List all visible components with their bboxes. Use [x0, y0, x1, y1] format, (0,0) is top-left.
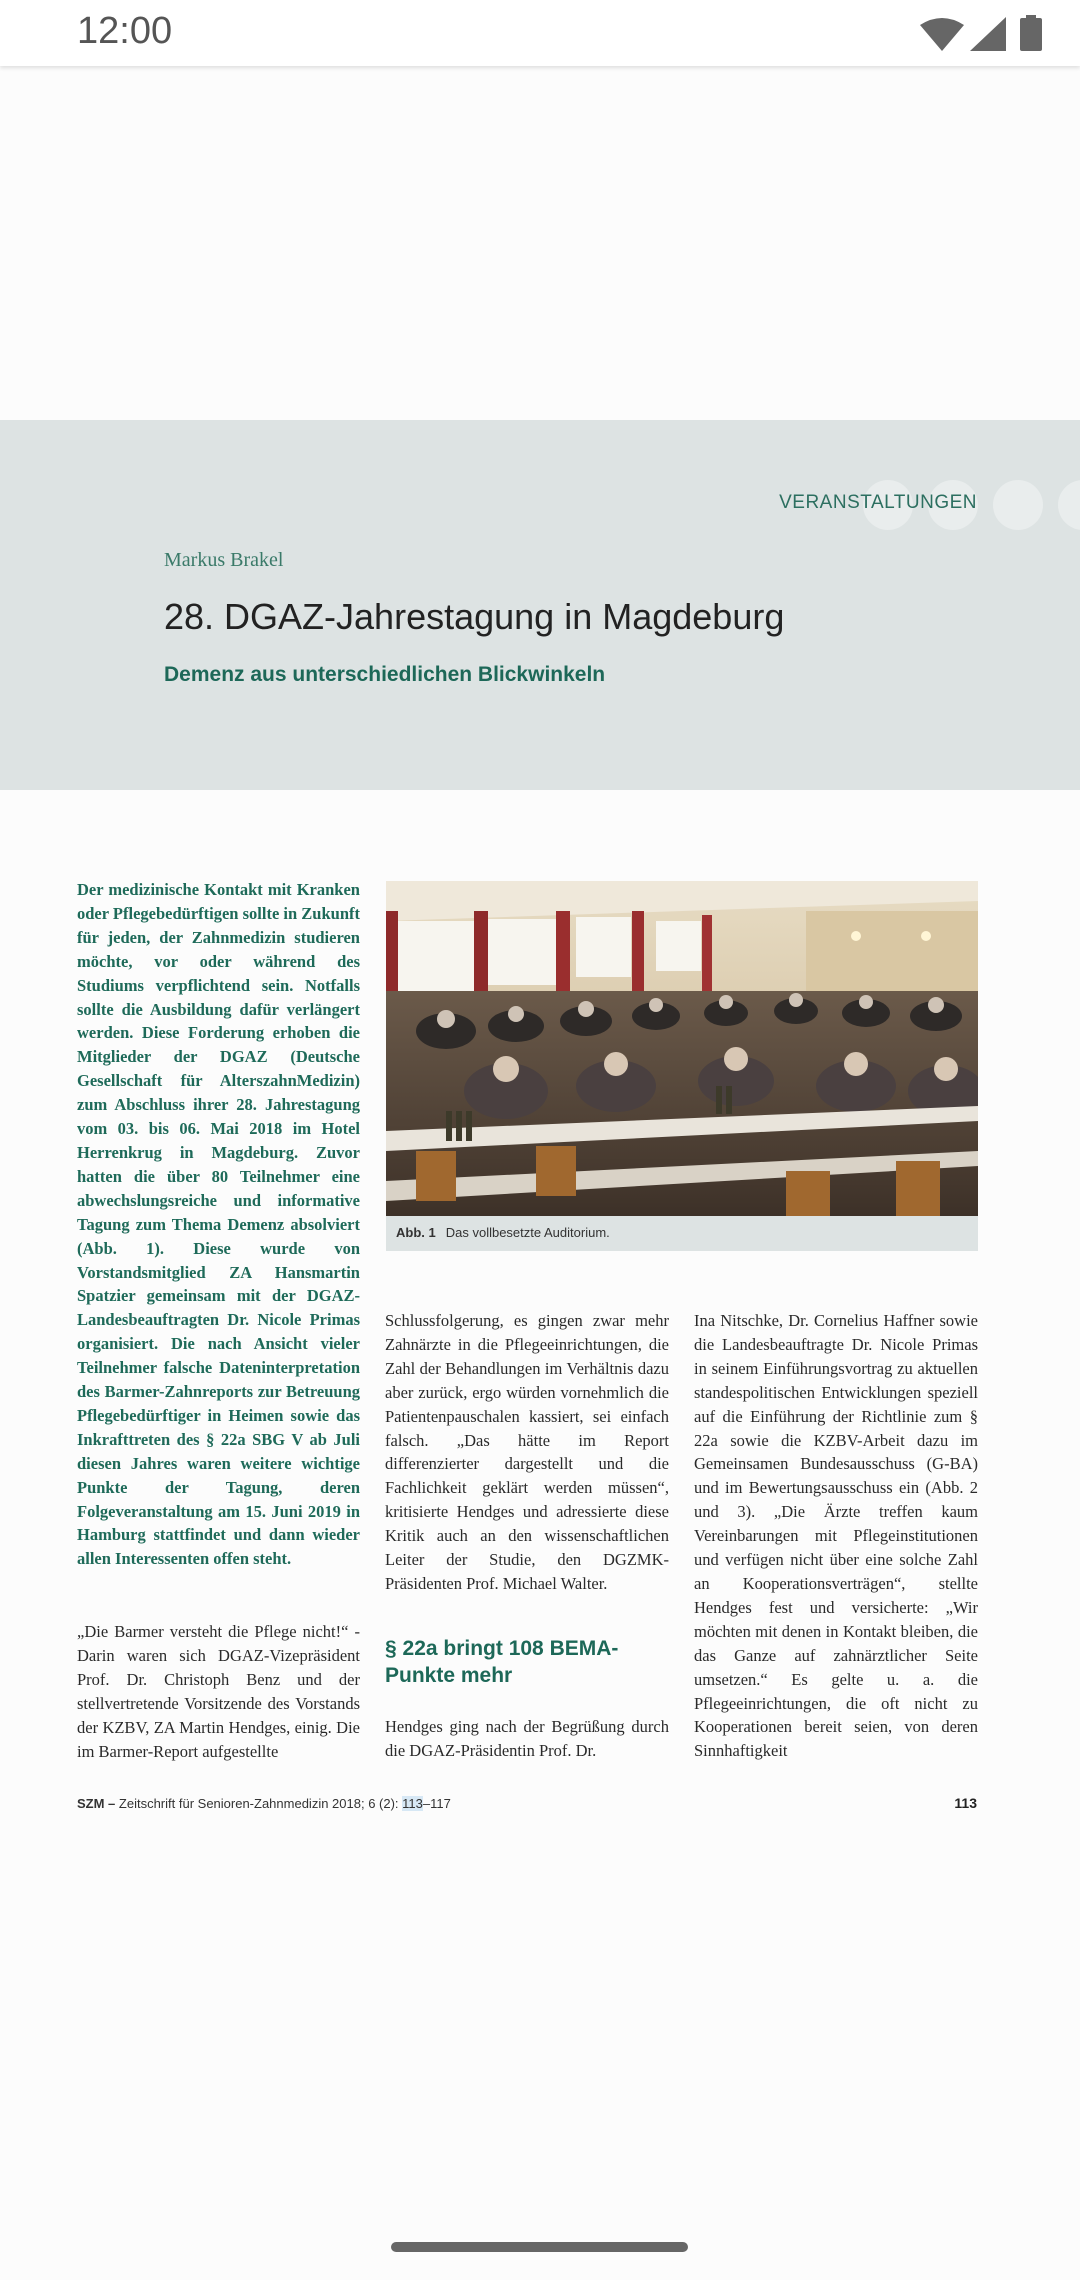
page-range-start: 113: [402, 1796, 423, 1811]
figure-caption: [396, 1225, 610, 1240]
figure-label: Abb. 1: [396, 1225, 436, 1240]
article-author: Markus Brakel: [164, 549, 284, 571]
journal-citation: [77, 1796, 451, 1811]
signal-icon: [970, 17, 1006, 51]
auditorium-photo: [386, 881, 978, 1216]
body-paragraph-col2-continued: Hendges ging nach der Begrüßung durch die DGAZ-Präsidentin Prof. Dr.: [385, 1717, 669, 1760]
lead-paragraph: Der medizinische Kontakt mit Kranken oder Pflegebedürftigen sollte in Zukunft für jeden, der Zahnmedizin studieren möchte, vor oder während des Studiums verpflichtend sein. Notfalls sollte die Ausbildung dafür verlängert werden. Diese Forderung erhoben die Mitglieder der DGAZ (Deutsche Gesellschaft für AlterszahnMedizin) zum Abschluss ihrer 28. Jahrestagung vom 03. bis 06. Mai 2018 im Hotel Herrenkrug in Magdeburg. Zuvor hatten die über 80 Teilnehmer eine abwechslungsreiche und informative Tagung zum Thema Demenz absolviert (Abb. 1). Diese wurde von Vorstandsmitglied ZA Hansmartin Spatzier gemeinsam mit der DGAZ-Landesbeauftragten Dr. Nicole Primas organisiert. Die nach Ansicht vieler Teilnehmer falsche Dateninterpretation des Barmer-Zahnreports zur Betreuung Pflegebedürftiger in Heimen sowie das Inkrafttreten des § 22a SBG V ab Juli diesen Jahres waren weitere wichtige Punkte der Tagung, deren Folgeveranstaltung am 15. Juni 2019 in Hamburg stattfindet und dann wieder allen Interessenten offen steht.: [77, 880, 360, 1569]
status-icons: [920, 0, 1080, 66]
section-label: VERANSTALTUNGEN: [779, 492, 977, 513]
figure: [386, 881, 978, 1251]
status-time: 12:00: [77, 10, 173, 52]
figure-caption-text: Das vollbesetzte Auditorium.: [445, 1225, 610, 1240]
home-indicator[interactable]: [391, 2242, 688, 2252]
article-title: 28. DGAZ-Jahrestagung in Magdeburg: [164, 596, 785, 637]
status-bar: [0, 0, 1080, 66]
battery-icon: [1020, 15, 1042, 51]
section-heading: § 22a bringt 108 BEMA-Punkte mehr: [385, 1637, 619, 1687]
body-paragraph-col2: Schlussfolgerung, es gingen zwar mehr Zahnärzte in die Pflegeeinrichtungen, die Zahl der Behandlungen im Verhältnis dazu aber zurück, ergo würden vornehmlich die Patientenpauschalen kassiert, sei einfach falsch. „Das hätte im Report differenzierter dargestellt und die Fachlichkeit geklärt werden müssen“, kritisierte Hendges und adressierte diese Kritik auch an den wissenschaftlichen Leiter der Studie, den DGZMK-Präsidenten Prof. Michael Walter.: [385, 1311, 669, 1593]
article-subtitle: Demenz aus unterschiedlichen Blickwinkeln: [164, 663, 606, 686]
journal-name: Zeitschrift für Senioren-Zahnmedizin 2018; 6 (2):: [115, 1796, 403, 1811]
body-paragraph-col1: „Die Barmer versteht die Pflege nicht!“ - Darin waren sich DGAZ-Vizepräsident Prof. Dr. Christoph Benz und der stellvertretende Vorsitzende des Vorstands der KZBV, ZA Martin Hendges, einig. Die im Barmer-Report aufgestellte: [77, 1622, 360, 1761]
page-range-end: –117: [422, 1796, 451, 1811]
journal-abbr: SZM –: [77, 1796, 116, 1811]
wifi-icon: [920, 17, 964, 51]
body-paragraph-col3: Ina Nitschke, Dr. Cornelius Haffner sowie die Landesbeauftragte Dr. Nicole Primas in seinem Einführungsvortrag zu aktuellen standespolitischen Entwicklungen speziell auf die Einführung der Richtlinie zum § 22a sowie die KZBV-Arbeit dazu im Gemeinsamen Bundesausschuss (G-BA) und im Bewertungsausschuss ein (Abb. 2 und 3). „Die Ärzte treffen kaum Vereinbarungen mit Pflegeinstitutionen und verfügen nicht über eine solche Zahl an Kooperationsverträgen“, stellte Hendges fest und versicherte: „Wir möchten mit denen in Kontakt bleiben, die das Ganze auf zahnärztlicher Seite umsetzen.“ Es gelte u. a. die Pflegeeinrichtungen, die oft nicht zu Kooperationen bereit seien, von deren Sinnhaftigkeit: [694, 1311, 978, 1761]
page-number: 113: [954, 1795, 977, 1811]
decorative-circle: [993, 480, 1043, 530]
